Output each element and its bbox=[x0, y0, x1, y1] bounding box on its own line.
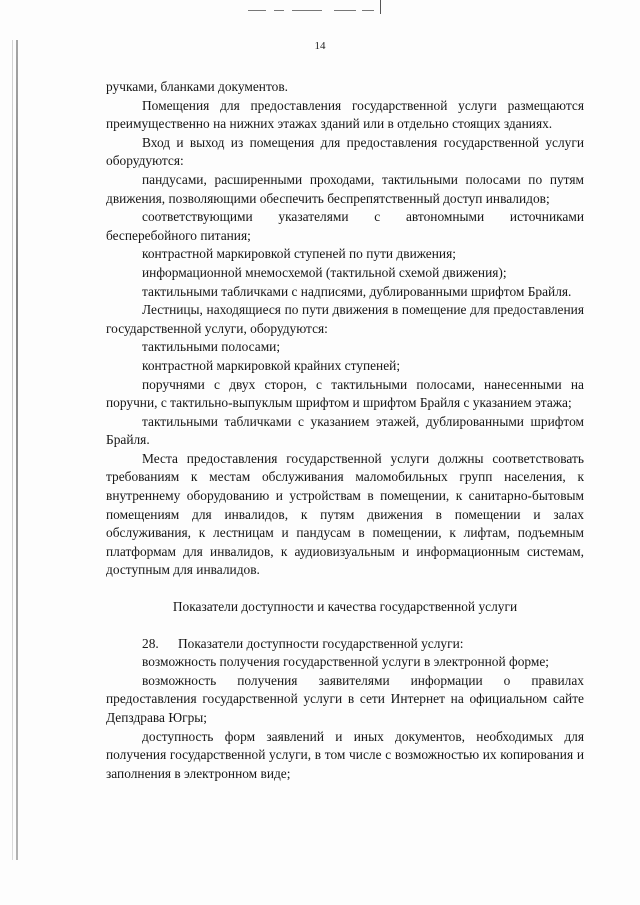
paragraph: информационной мнемосхемой (тактильной схемой движения); bbox=[142, 264, 507, 280]
paragraph: поручнями с двух сторон, с тактильными полосами, нанесенными на поручни, с тактильно-выпуклым шрифтом и шрифтом Брайля с указанием этажа; bbox=[106, 376, 584, 411]
list-paragraph: доступность форм заявлений и иных документов, необходимых для получения государственной услуги, в том числе с возможностью их копирования и заполнения в электронном виде; bbox=[106, 728, 584, 781]
paragraph: контрастной маркировкой ступеней по пути движения; bbox=[142, 246, 456, 262]
numbered-item bbox=[106, 635, 584, 654]
section-heading: Показатели доступности и качества государственной услуги bbox=[172, 599, 518, 615]
paragraph: соответствующими указателями с автономными источниками бесперебойного питания; bbox=[106, 209, 584, 243]
list-paragraph: возможность получения государственной услуги в электронной форме; bbox=[142, 654, 550, 670]
paragraph: Лестницы, находящиеся по пути движения в помещение для предоставления государственной услуги, оборудуются: bbox=[106, 302, 584, 336]
scan-binding-edge bbox=[16, 40, 18, 860]
scan-artifact-top bbox=[248, 4, 388, 18]
scan-binding-edge-faint bbox=[12, 40, 13, 860]
item-title: Показатели доступности государственной услуги: bbox=[178, 635, 464, 651]
paragraph: Вход и выход из помещения для предоставления государственной услуги оборудуются: bbox=[106, 134, 584, 169]
paragraph: Места предоставления государственной услуги должны соответствовать требованиям к местам обслуживания маломобильных групп населения, к внутреннему оборудованию и устройствам в помещении, к санитарно-бытовым помещениям для инвалидов, к путям движения в помещении и залах обслуживания, к лестницам и пандусам в помещении, к лифтам, подъемным платформам для инвалидов, к аудиовизуальным и информационным системам, доступным для инвалидов. bbox=[106, 450, 584, 578]
paragraph: тактильными табличками с указанием этажей, дублированными шрифтом Брайля. bbox=[106, 413, 584, 448]
scan-artifact-mark bbox=[380, 0, 381, 14]
paragraph: Помещения для предоставления государственной услуги размещаются преимущественно на нижних этажах зданий или в отдельно стоящих зданиях. bbox=[106, 97, 584, 132]
paragraph: тактильными табличками с надписями, дублированными шрифтом Брайля. bbox=[142, 283, 572, 299]
page-number: 14 bbox=[314, 40, 326, 52]
item-number: 28. bbox=[142, 635, 159, 651]
paragraph: контрастной маркировкой крайних ступеней; bbox=[142, 357, 401, 373]
paragraph: пандусами, расширенными проходами, тактильными полосами по путям движения, позволяющими обеспечить беспрепятственный доступ инвалидов; bbox=[106, 171, 584, 206]
paragraph: тактильными полосами; bbox=[142, 339, 281, 355]
document-body bbox=[106, 78, 584, 783]
list-paragraph: возможность получения заявителями информации о правилах предоставления государственной услуги в сети Интернет на официальном сайте Депздрава Югры; bbox=[106, 672, 584, 725]
paragraph: ручками, бланками документов. bbox=[106, 79, 289, 94]
